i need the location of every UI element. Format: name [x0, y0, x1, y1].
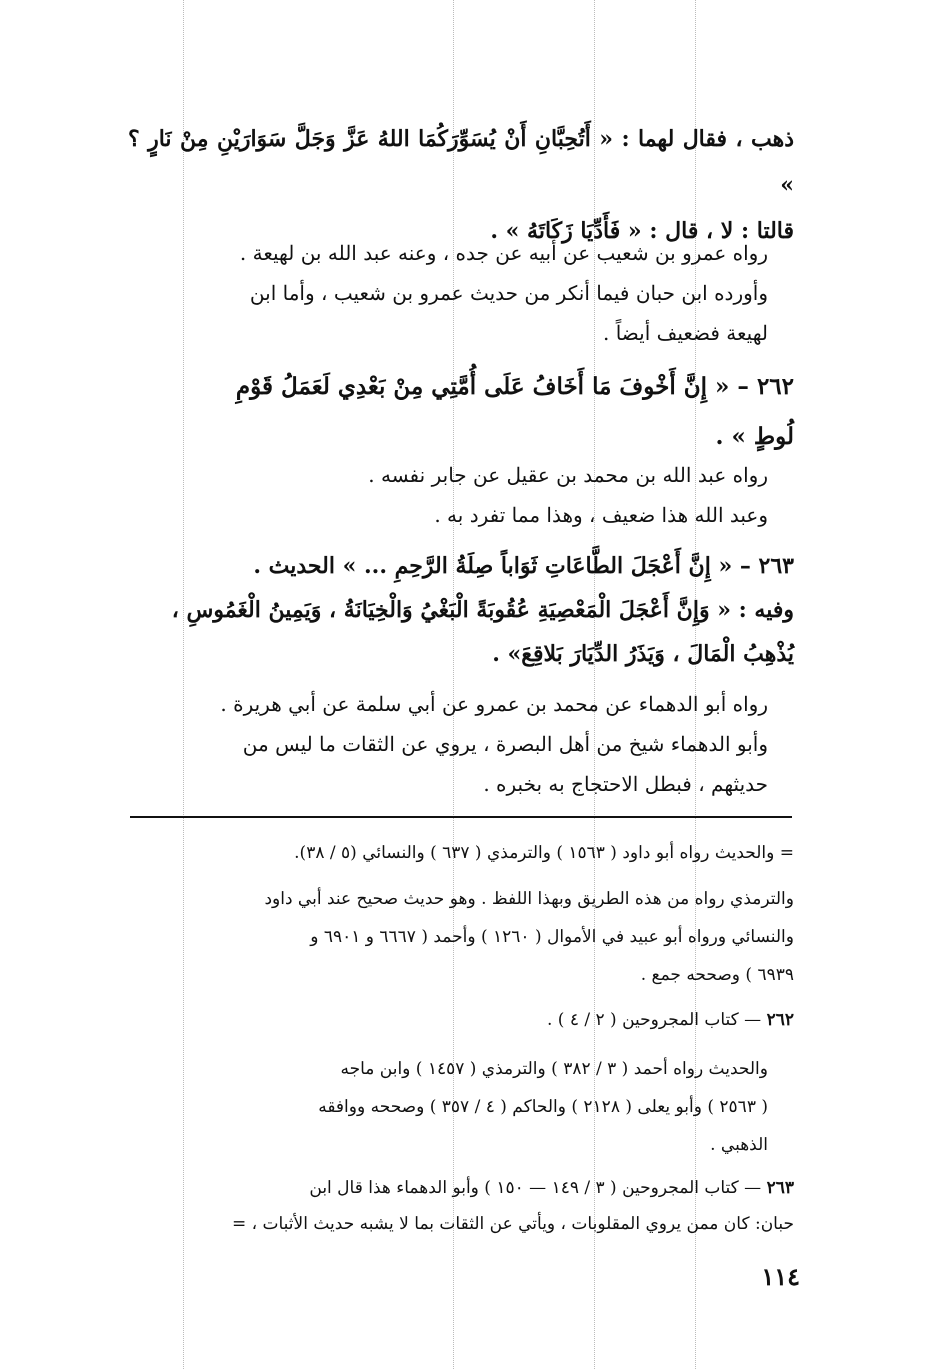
text-line: رواه عمرو بن شعيب عن أبيه عن جده ، وعنه عبد الله بن لهيعة . — [239, 241, 768, 265]
text-line: حديثهم ، فبطل الاحتجاج به بخبره . — [483, 772, 768, 796]
text-line: رواه أبو الدهماء عن محمد بن عمرو عن أبي سلمة عن أبي هريرة . — [220, 692, 768, 716]
text-line: والحديث رواه أحمد ( ٣ / ٣٨٢ ) والترمذي ( ١٤٥٧ ) وابن ماجه — [340, 1059, 768, 1079]
text-line: ( ٢٥٦٣ ) وأبو يعلى ( ٢١٢٨ ) والحاكم ( ٤ / ٣٥٧ ) وصححه ووافقه — [318, 1097, 768, 1117]
text-line: الذهبي . — [710, 1135, 768, 1155]
footnote — [128, 1050, 768, 1164]
text-line: رواه عبد الله بن محمد بن عقيل عن جابر نفسه . — [368, 463, 768, 487]
narration-commentary — [300, 455, 768, 535]
footnote-text: — كتاب المجروحين ( ٣ / ١٤٩ — ١٥٠ ) وأبو الدهماء هذا قال ابن — [309, 1178, 767, 1198]
footnote-text: — كتاب المجروحين ( ٢ / ٤ ) . — [546, 1010, 767, 1030]
footnote — [128, 836, 794, 870]
footnote-number: ٢٦٢ — [766, 1010, 794, 1030]
text-line: ٢٦٢ – « إِنَّ أَخْوفَ مَا أَخَافُ عَلَى أُمَّتِي مِنْ بَعْدِي لَعَمَلُ قَوْمِ — [235, 373, 794, 400]
footnote — [128, 880, 794, 994]
hadith-263 — [128, 544, 794, 676]
text-line: وفيه : « وَإِنَّ أَعْجَلَ الْمَعْصِيَةِ عُقُوبَةً الْبَغْيُ وَالْخِيَانَةُ ، وَيَمِينُ الْغَمُوسِ ، — [171, 597, 794, 623]
footnote-262 — [128, 1003, 794, 1037]
footnote-number: ٢٦٣ — [766, 1178, 794, 1198]
footnote-separator — [130, 816, 792, 818]
text-line: والنسائي ورواه أبو عبيد في الأموال ( ١٢٦٠ ) وأحمد ( ٦٦٦٧ و ٦٩٠١ و — [310, 927, 794, 947]
text-line: لُوطٍ » . — [715, 423, 794, 450]
text-line: = والحديث رواه أبو داود ( ١٥٦٣ ) والترمذي ( ٦٣٧ ) والنسائي (٥ / ٣٨). — [294, 843, 794, 863]
text-line: حبان: كان ممن يروي المقلوبات ، ويأتي عن الثقات بما لا يشبه حديث الأثبات ، = — [231, 1214, 794, 1234]
text-line: ٦٩٣٩ ) وصححه جمع . — [640, 965, 794, 985]
footnote-263 — [128, 1170, 794, 1242]
text-line: قالتا : لا ، قال : « فَأَدِّيَا زَكَاتَهُ » . — [490, 218, 794, 244]
text-line: وأبو الدهماء شيخ من أهل البصرة ، يروي عن الثقات ما ليس من — [242, 732, 768, 756]
hadith-262 — [128, 362, 794, 462]
text-line: وأورده ابن حبان فيما أنكر من حديث عمرو بن شعيب ، وأما ابن — [249, 281, 768, 305]
text-line — [128, 1003, 794, 1037]
text-line: ٢٦٣ – « إِنَّ أَعْجَلَ الطَّاعَاتِ ثَوَاباً صِلَةُ الرَّحِمِ ... » الحديث . — [253, 553, 794, 579]
text-line: لهيعة فضعيف أيضاً . — [603, 321, 768, 345]
page-number: ١١٤ — [761, 1262, 800, 1291]
text-line: ذهب ، فقال لهما : « أَتُحِبَّانِ أَنْ يُسَوِّرَكُمَا اللهُ عَزَّ وَجَلَّ سَوَارَيْنِ مِنْ نَارٍ ؟ » — [128, 126, 794, 198]
text-line: وعبد الله هذا ضعيف ، وهذا مما تفرد به . — [434, 503, 768, 527]
narration-commentary — [128, 684, 768, 804]
text-line — [128, 1170, 794, 1206]
narration-commentary — [128, 233, 768, 353]
text-line: يُذْهِبُ الْمَالَ ، وَيَذَرُ الدِّيَارَ بَلاقِعَ» . — [492, 641, 794, 667]
text-line: والترمذي رواه من هذه الطريق وبهذا اللفظ . وهو حديث صحيح عند أبي داود — [264, 889, 794, 909]
